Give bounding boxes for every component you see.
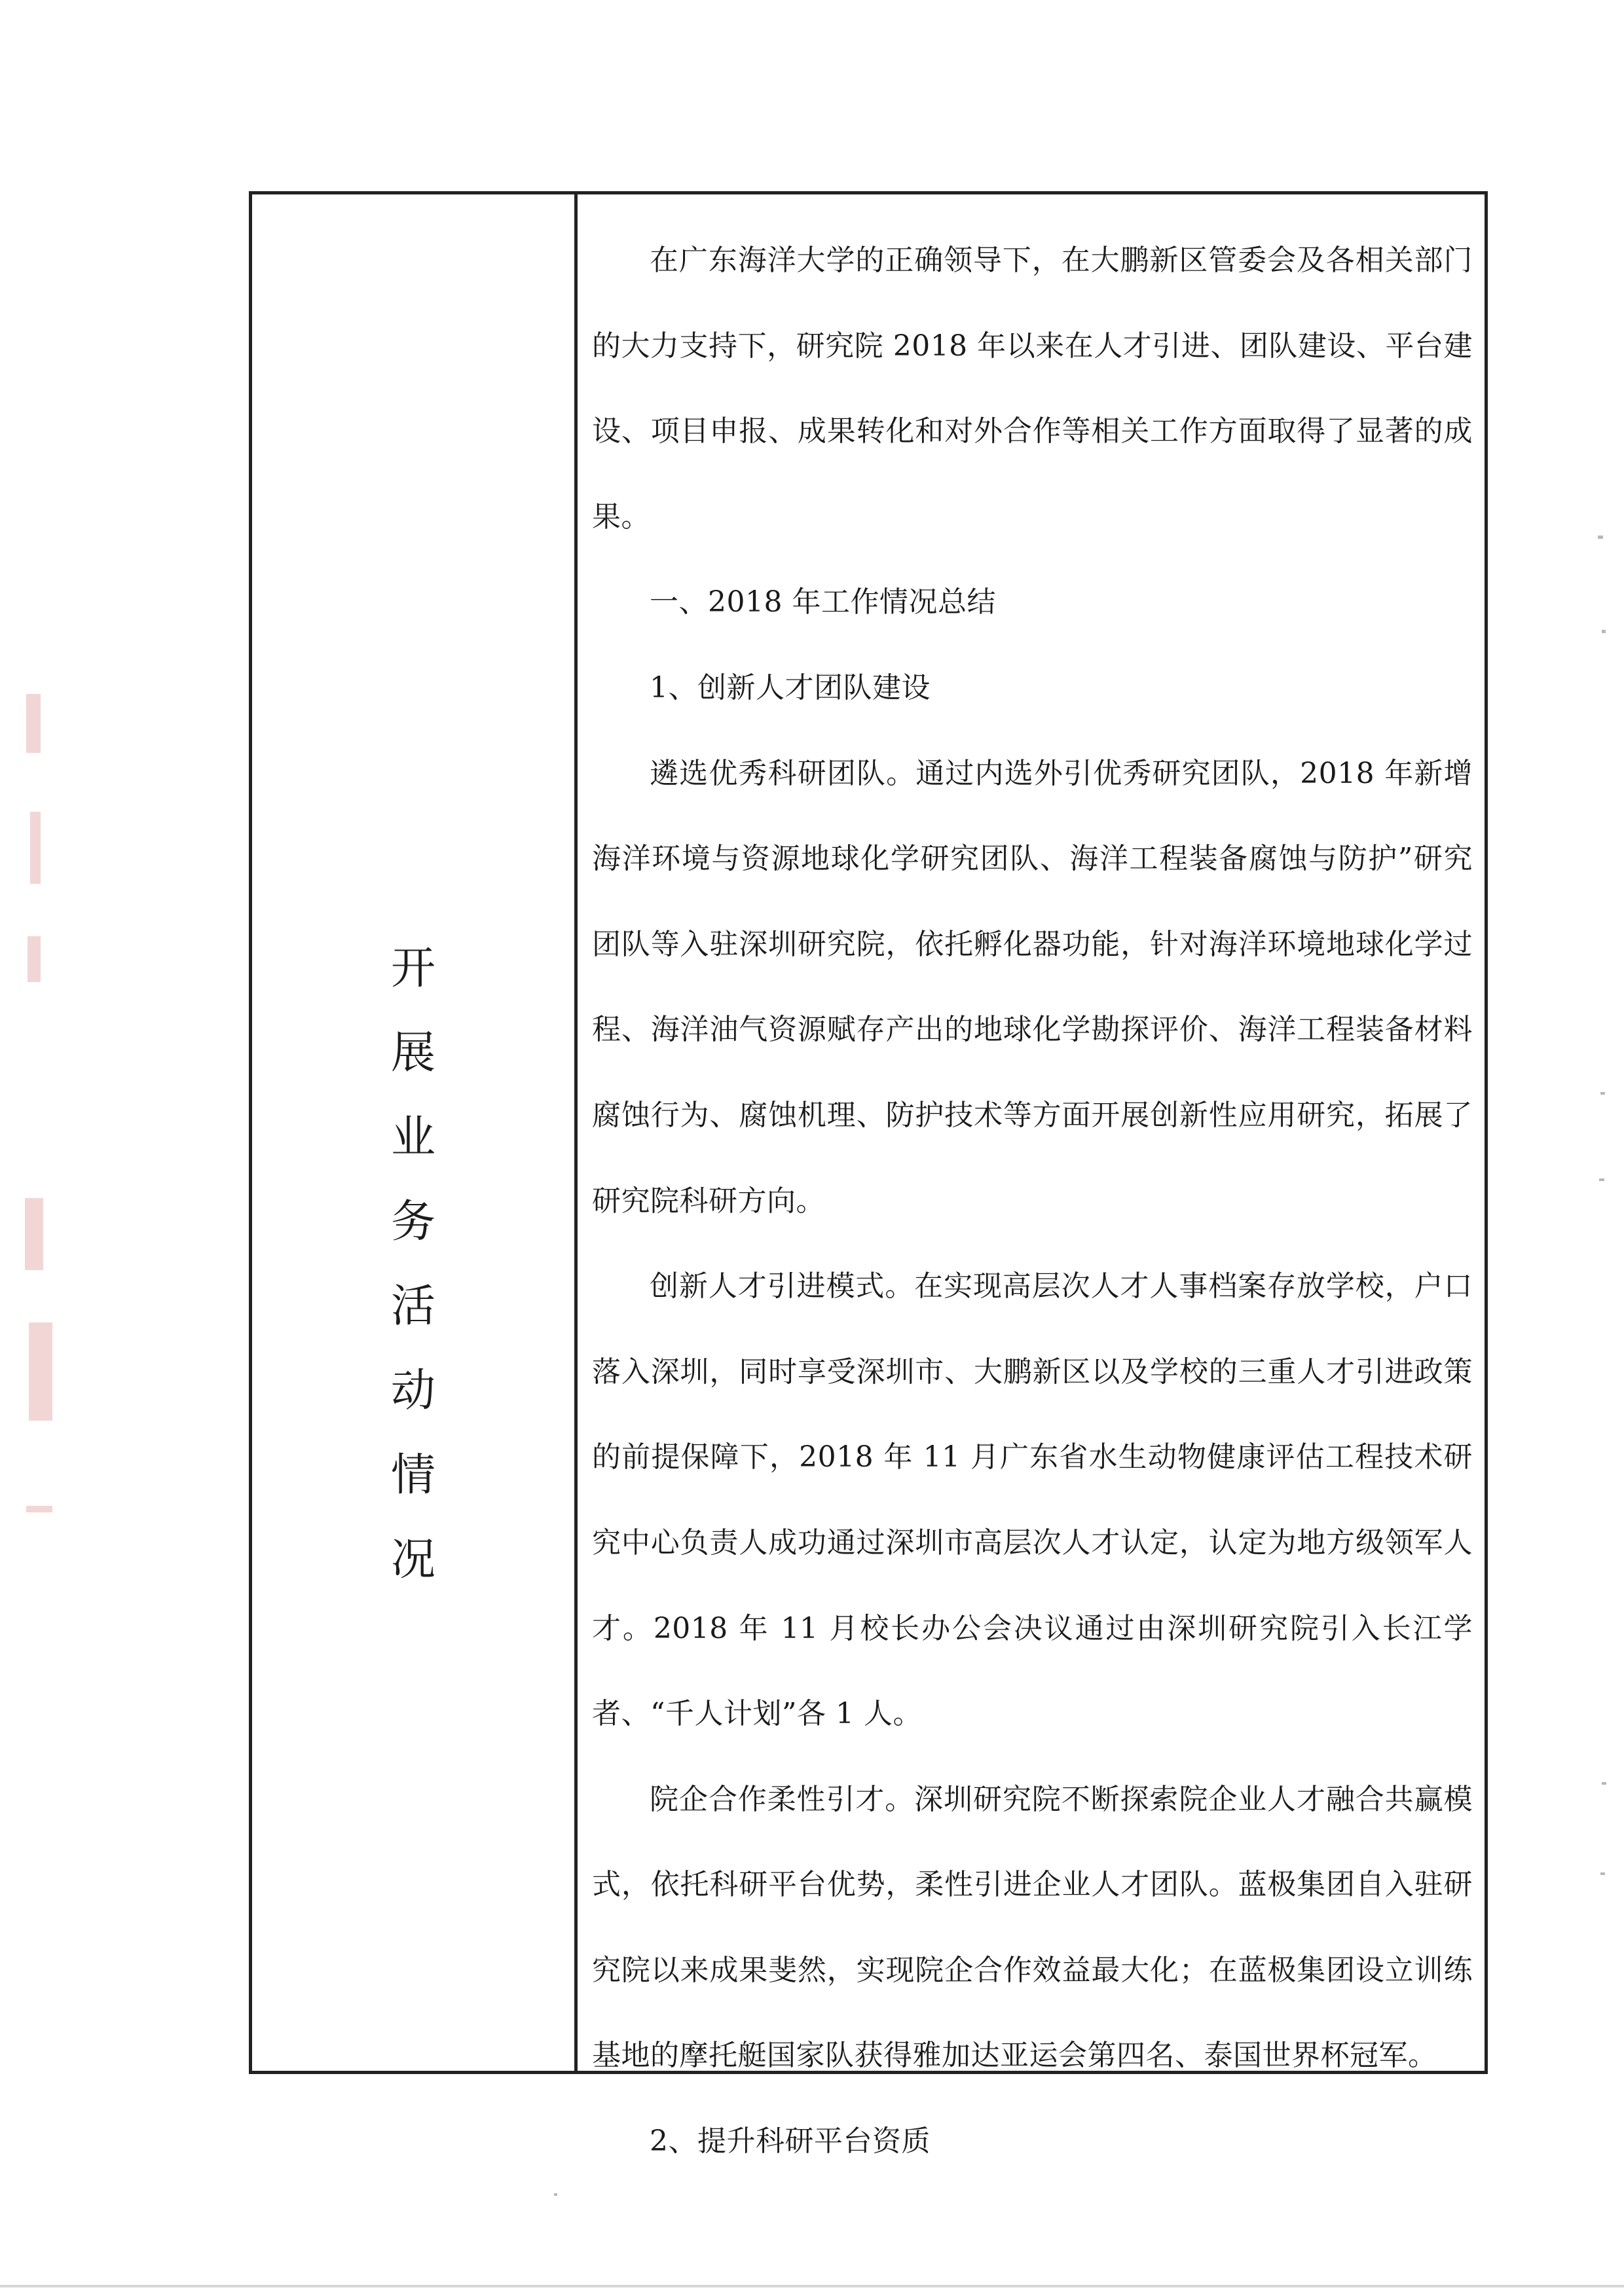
- subsection-heading-talent: 1、创新人才团队建设: [650, 670, 931, 704]
- scan-bottom-edge: [0, 2285, 1624, 2287]
- subsection-heading-platform: 2、提升科研平台资质: [650, 2124, 931, 2159]
- scan-speck: [1600, 1872, 1605, 1875]
- section-content-cell: [578, 194, 1485, 2159]
- label-char: 情: [390, 1449, 435, 1501]
- stamp-bleed-mark: [29, 1322, 52, 1421]
- stamp-bleed-mark: [25, 1198, 43, 1270]
- body-paragraph-talent-model: 创新人才引进模式。在实现高层次人才人事档案存放学校，户口落入深圳，同时享受深圳市、大鹏新区以及学校的三重人才引进政策的前提保障下，2018 年 11 月广东省水生动物健康评估工程技术研究中心负责人成功通过深圳市高层次人才认定，认定为地方级领军人才。2018 年 11 月校长办公会决议通过由深圳研究院引入长江学者、“千人计划”各 1 人。: [592, 1269, 1473, 1731]
- stamp-bleed-mark: [30, 812, 41, 884]
- stamp-bleed-mark: [26, 1506, 52, 1512]
- scan-speck: [1600, 1092, 1605, 1095]
- scan-speck: [1598, 536, 1603, 539]
- label-char: 活: [390, 1281, 435, 1332]
- label-char: 开: [390, 943, 435, 994]
- section-vertical-label: [252, 926, 574, 1602]
- scan-speck: [1599, 1178, 1604, 1181]
- body-paragraph-enterprise: 院企合作柔性引才。深圳研究院不断探索院企业人才融合共赢模式，依托科研平台优势，柔性引进企业人才团队。蓝极集团自入驻研究院以来成果斐然，实现院企合作效益最大化；在蓝极集团设立训练基地的摩托艇国家队获得雅加达亚运会第四名、泰国世界杯冠军。: [592, 1782, 1473, 2073]
- label-char: 展: [390, 1027, 435, 1079]
- body-paragraph-teams: 遴选优秀科研团队。通过内选外引优秀研究团队，2018 年新增海洋环境与资源地球化学研究团队、海洋工程装备腐蚀与防护”研究团队等入驻深圳研究院，依托孵化器功能，针对海洋环境地球化学过程、海洋油气资源赋存产出的地球化学勘探评价、海洋工程装备材料腐蚀行为、腐蚀机理、防护技术等方面开展创新性应用研究，拓展了研究院科研方向。: [592, 756, 1473, 1218]
- scan-speck: [554, 2193, 557, 2196]
- section-label-cell: [252, 194, 578, 2071]
- summary-heading: 一、2018 年工作情况总结: [650, 585, 996, 619]
- label-char: 动: [390, 1365, 435, 1417]
- label-char: 务: [390, 1196, 435, 1248]
- scan-speck: [1602, 630, 1606, 633]
- label-char: 况: [390, 1534, 435, 1586]
- stamp-bleed-mark: [26, 694, 41, 753]
- report-table: [249, 191, 1488, 2159]
- stamp-bleed-mark: [28, 936, 41, 982]
- scan-speck: [1602, 1782, 1606, 1785]
- intro-paragraph: 在广东海洋大学的正确领导下，在大鹏新区管委会及各相关部门的大力支持下，研究院 2018 年以来在人才引进、团队建设、平台建设、项目申报、成果转化和对外合作等相关工作方面取得了显著的成果。: [592, 244, 1473, 534]
- label-char: 业: [390, 1112, 435, 1163]
